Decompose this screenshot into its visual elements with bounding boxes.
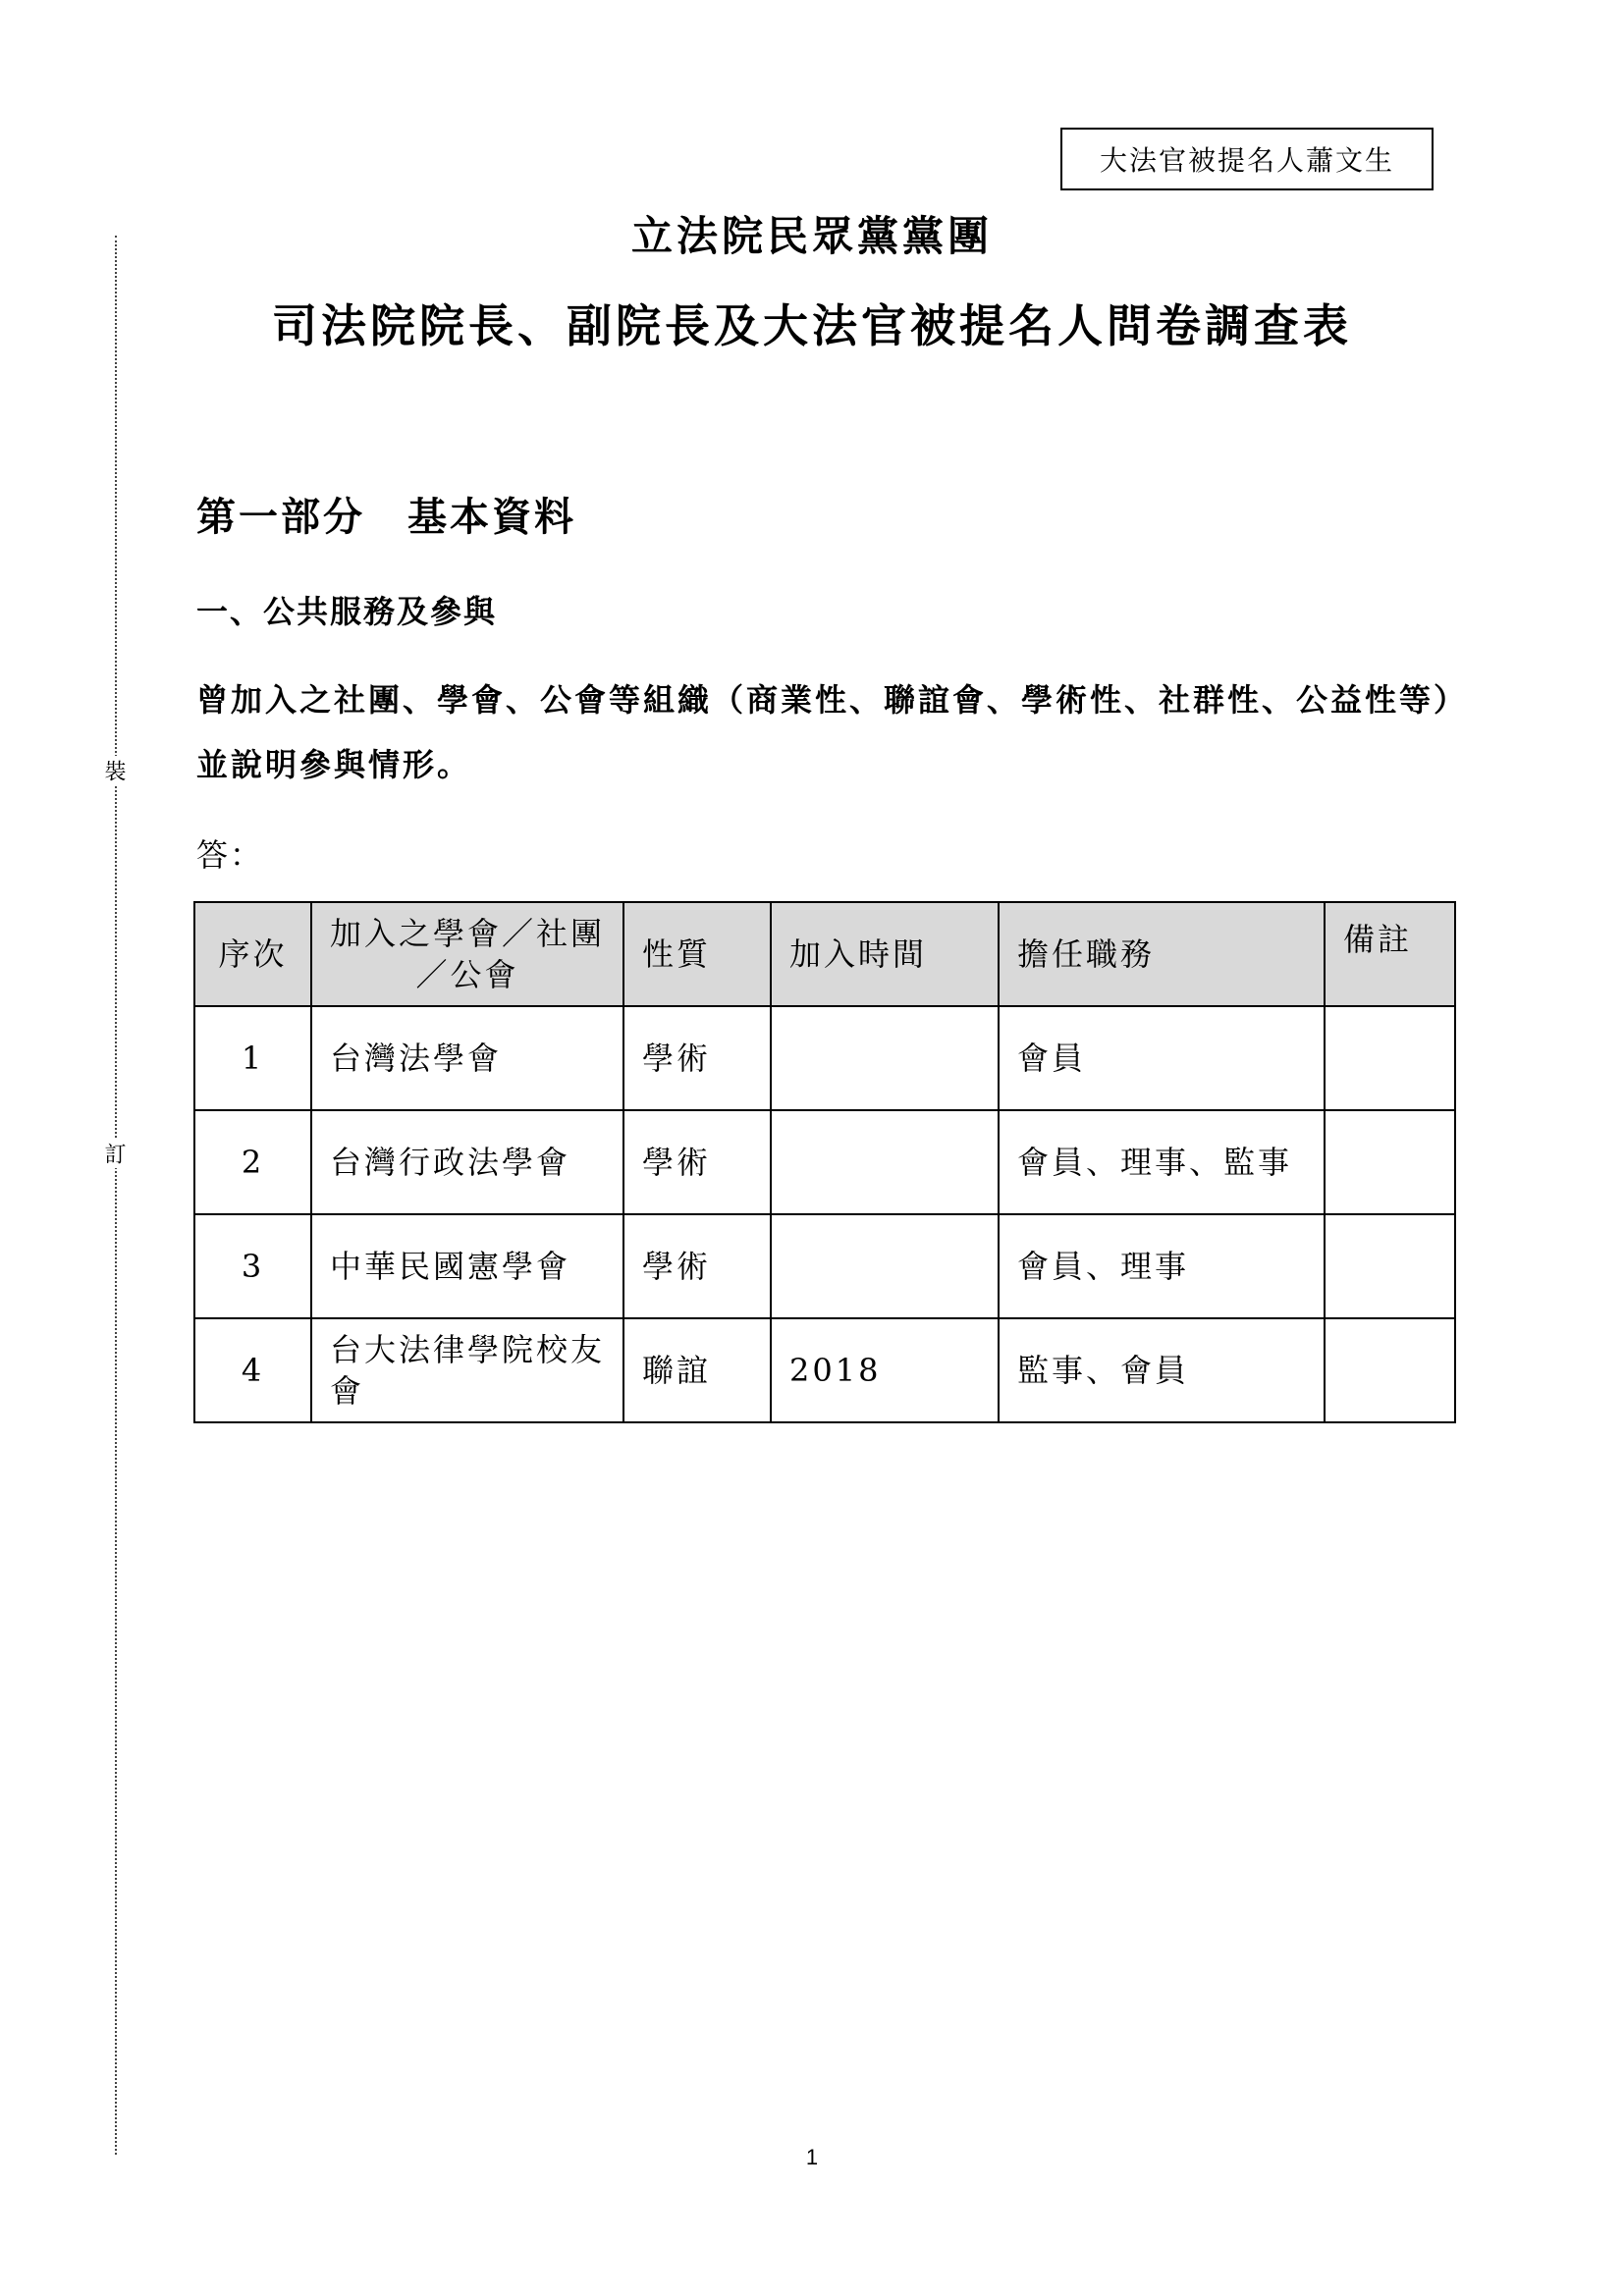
cell-organization: 台大法律學院校友會 bbox=[311, 1318, 623, 1422]
header-note: 備註 bbox=[1325, 902, 1455, 1006]
part-heading: 第一部分 基本資料 bbox=[196, 494, 576, 540]
cell-seq: 1 bbox=[194, 1006, 311, 1110]
table-row bbox=[194, 1214, 1455, 1318]
question-text: 曾加入之社團、學會、公會等組織（商業性、聯誼會、學術性、社群性、公益性等）並說明參與情形。 bbox=[196, 681, 1469, 783]
cell-seq: 3 bbox=[194, 1214, 311, 1318]
cell-note bbox=[1325, 1318, 1455, 1422]
cell-organization: 台灣行政法學會 bbox=[311, 1110, 623, 1214]
header-joined: 加入時間 bbox=[771, 902, 999, 1006]
header-role: 擔任職務 bbox=[999, 902, 1325, 1006]
cell-joined bbox=[771, 1110, 999, 1214]
table-row bbox=[194, 1006, 1455, 1110]
cell-note bbox=[1325, 1214, 1455, 1318]
table-header-row bbox=[194, 902, 1455, 1006]
binding-margin-line bbox=[115, 236, 117, 2155]
cell-organization: 台灣法學會 bbox=[311, 1006, 623, 1110]
organization-title: 立法院民眾黨黨團 bbox=[630, 212, 993, 260]
cell-note bbox=[1325, 1006, 1455, 1110]
cell-role: 會員 bbox=[999, 1006, 1325, 1110]
document-title: 司法院院長、副院長及大法官被提名人問卷調查表 bbox=[272, 299, 1352, 352]
page-number: 1 bbox=[805, 2145, 819, 2169]
header-organization: 加入之學會／社團／公會 bbox=[311, 902, 623, 1006]
cell-type: 學術 bbox=[623, 1214, 771, 1318]
table-row bbox=[194, 1110, 1455, 1214]
cell-type: 學術 bbox=[623, 1006, 771, 1110]
header-seq: 序次 bbox=[194, 902, 311, 1006]
nominee-label-box: 大法官被提名人蕭文生 bbox=[1060, 128, 1434, 190]
cell-role: 會員、理事、監事 bbox=[999, 1110, 1325, 1214]
cell-type: 學術 bbox=[623, 1110, 771, 1214]
cell-joined bbox=[771, 1214, 999, 1318]
cell-seq: 2 bbox=[194, 1110, 311, 1214]
header-type: 性質 bbox=[623, 902, 771, 1006]
cell-role: 會員、理事 bbox=[999, 1214, 1325, 1318]
cell-organization: 中華民國憲學會 bbox=[311, 1214, 623, 1318]
cell-joined: 2018 bbox=[771, 1318, 999, 1422]
answer-label: 答： bbox=[196, 836, 264, 874]
cell-seq: 4 bbox=[194, 1318, 311, 1422]
table-row bbox=[194, 1318, 1455, 1422]
cell-role: 監事、會員 bbox=[999, 1318, 1325, 1422]
binding-mark-bottom: 訂 bbox=[102, 1139, 124, 1168]
section-heading: 一、公共服務及參與 bbox=[196, 593, 498, 630]
cell-type: 聯誼 bbox=[623, 1318, 771, 1422]
binding-mark-top: 裝 bbox=[102, 756, 124, 785]
organizations-table bbox=[193, 901, 1456, 1423]
cell-joined bbox=[771, 1006, 999, 1110]
cell-note bbox=[1325, 1110, 1455, 1214]
